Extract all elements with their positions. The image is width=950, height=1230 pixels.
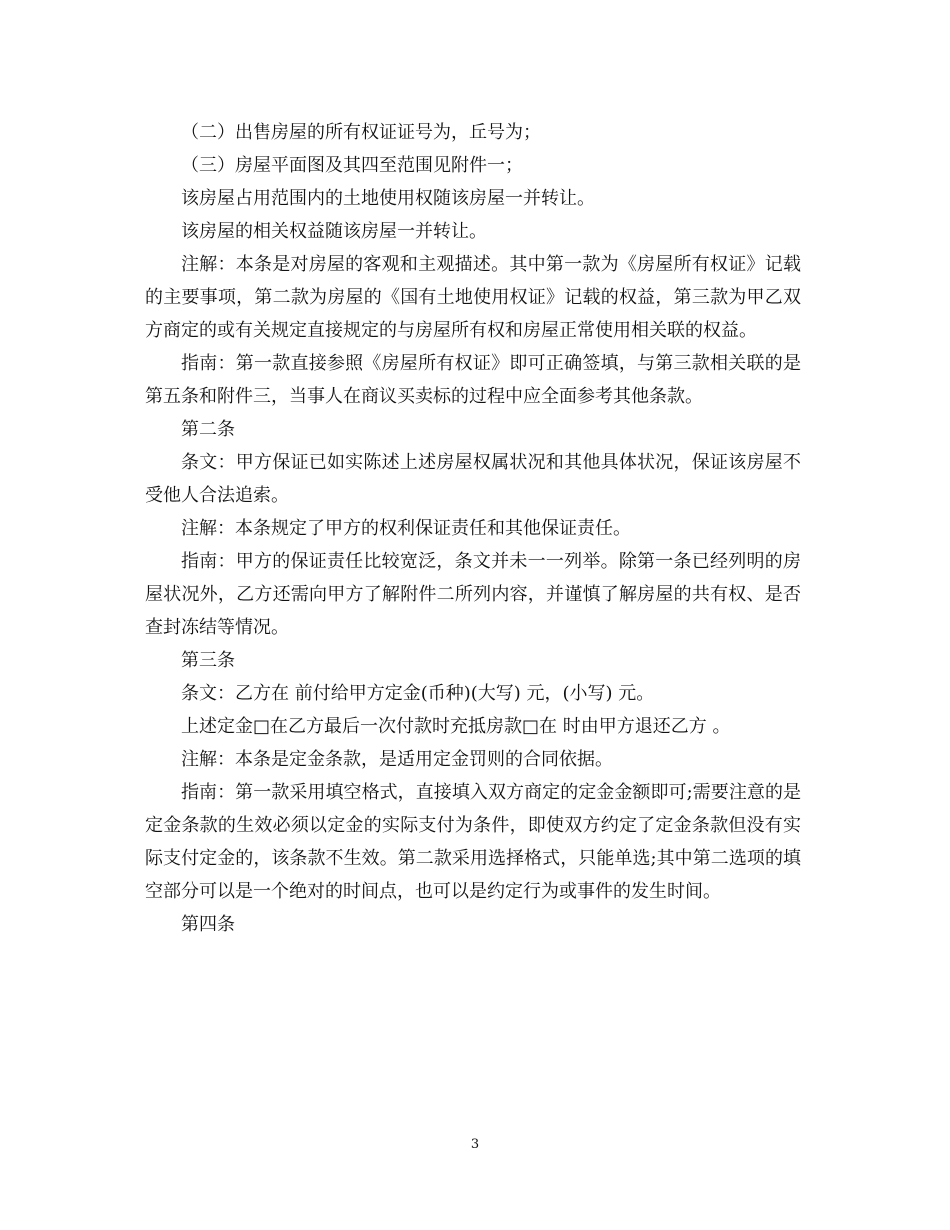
paragraph-guide-article-2: 指南：甲方的保证责任比较宽泛，条文并未一一列举。除第一条已经列明的房屋状况外，乙方还需向甲方了解附件二所列内容，并谨慎了解房屋的共有权、是否查封冻结等情况。 bbox=[145, 551, 801, 638]
paragraph-text-article-2: 条文：甲方保证已如实陈述上述房屋权属状况和其他具体状况，保证该房屋不受他人合法追索。 bbox=[145, 452, 801, 506]
paragraph-guide-article-3: 指南：第一款采用填空格式，直接填入双方商定的定金金额即可;需要注意的是定金条款的生效必须以定金的实际支付为条件，即使双方约定了定金条款但没有实际支付定金的，该条款不生效。第二款采用选择格式，只能单选;其中第二选项的填空部分可以是一个绝对的时间点，也可以是约定行为或事件的发生时间。 bbox=[145, 782, 801, 902]
document-body bbox=[145, 116, 801, 941]
paragraph-related-rights: 该房屋的相关权益随该房屋一并转让。 bbox=[181, 221, 487, 242]
page-number: 3 bbox=[470, 1137, 480, 1152]
paragraph-floor-plan: （三）房屋平面图及其四至范围见附件一； bbox=[181, 155, 523, 176]
paragraph-text-article-3: 条文：乙方在 前付给甲方定金(币种)(大写) 元，(小写) 元。 bbox=[181, 683, 655, 704]
heading-article-2: 第二条 bbox=[181, 419, 235, 440]
heading-article-4: 第四条 bbox=[181, 914, 235, 935]
paragraph-land-use-right: 该房屋占用范围内的土地使用权随该房屋一并转让。 bbox=[181, 188, 595, 209]
paragraph-ownership-certificate: （二）出售房屋的所有权证证号为，丘号为； bbox=[181, 122, 541, 143]
paragraph-guide-article-1: 指南：第一款直接参照《房屋所有权证》即可正确签填，与第三款相关联的是第五条和附件三，当事人在商议买卖标的过程中应全面参考其他条款。 bbox=[145, 353, 801, 407]
paragraph-note-article-2: 注解：本条规定了甲方的权利保证责任和其他保证责任。 bbox=[181, 518, 631, 539]
paragraph-deposit-options: 上述定金□在乙方最后一次付款时充抵房款□在 时由甲方退还乙方 。 bbox=[181, 716, 731, 737]
paragraph-note-article-3: 注解：本条是定金条款，是适用定金罚则的合同依据。 bbox=[181, 749, 613, 770]
paragraph-note-article-1: 注解：本条是对房屋的客观和主观描述。其中第一款为《房屋所有权证》记载的主要事项，第二款为房屋的《国有土地使用权证》记载的权益，第三款为甲乙双方商定的或有关规定直接规定的与房屋所有权和房屋正常使用相关联的权益。 bbox=[145, 254, 801, 341]
heading-article-3: 第三条 bbox=[181, 650, 235, 671]
